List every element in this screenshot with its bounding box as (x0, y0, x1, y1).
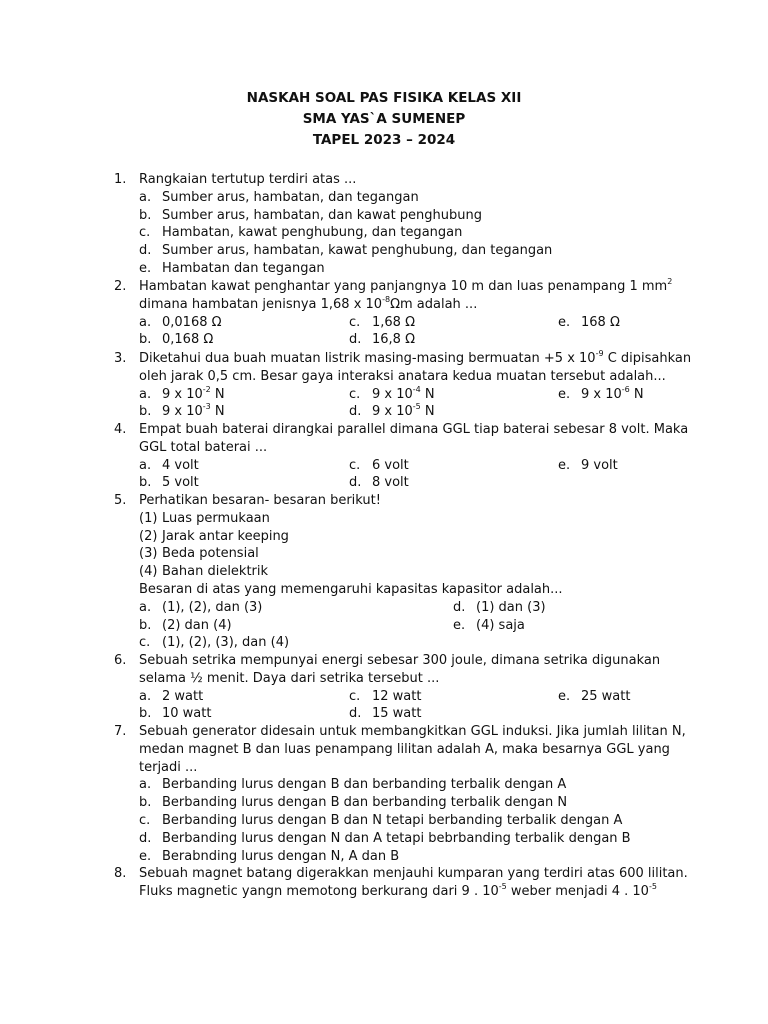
option-label: b. (139, 332, 152, 348)
option-text: (2) dan (4) (162, 617, 232, 633)
option-label: b. (139, 617, 152, 633)
option-label: b. (139, 475, 152, 491)
options-row (139, 386, 674, 404)
statement-2 (139, 528, 674, 546)
option-label: a. (139, 314, 152, 330)
text-segment: 9 x 10 (372, 386, 413, 402)
options-row (139, 457, 674, 475)
statement-label: (2) (139, 528, 158, 544)
question-text-line (139, 349, 692, 368)
statement-3 (139, 545, 674, 563)
question-number: 4. (114, 422, 127, 437)
option-d (139, 830, 674, 848)
option-text: 0,0168 Ω (162, 314, 222, 330)
option-text: Sumber arus, hambatan, dan kawat penghubung (162, 207, 483, 223)
option-label: b. (139, 207, 152, 223)
option-text: 2 watt (162, 688, 204, 704)
statement-4 (139, 563, 674, 581)
option-text: 0,168 Ω (162, 332, 214, 348)
option-text: (1), (2), dan (3) (162, 599, 263, 615)
option-label: c. (349, 386, 361, 402)
options-row (139, 403, 674, 421)
option-label: d. (139, 830, 152, 846)
statement-text: Beda potensial (162, 546, 259, 562)
text-segment: 9 x 10 (581, 386, 622, 402)
school-name: SMA YAS`A SUMENEP (302, 111, 466, 127)
text-segment: C dipisahkan (603, 351, 692, 366)
option-text: (4) saja (476, 617, 525, 633)
question-text-line: GGL total baterai ... (139, 439, 268, 455)
question-text-line: oleh jarak 0,5 cm. Besar gaya interaksi anatara kedua muatan tersebut adalah... (139, 368, 666, 384)
option-label: e. (139, 848, 152, 864)
question-text-line (139, 278, 674, 296)
statement-label: (1) (139, 510, 158, 526)
text-segment: N (210, 404, 225, 420)
option-text: 16,8 Ω (372, 332, 416, 348)
superscript: -3 (202, 402, 211, 412)
superscript: -6 (621, 384, 630, 394)
text-segment: 9 x 10 (372, 404, 413, 420)
question-number: 2. (114, 279, 127, 294)
option-text: Berabnding lurus dengan N, A dan B (162, 848, 400, 864)
option-text (581, 386, 644, 404)
question-text-line (139, 865, 688, 883)
superscript: -9 (595, 349, 604, 358)
statement-label: (3) (139, 546, 158, 562)
option-text: (1), (2), (3), dan (4) (162, 635, 290, 651)
option-text: 15 watt (372, 706, 422, 722)
option-label: d. (349, 404, 362, 420)
option-label: c. (349, 688, 361, 704)
superscript: -8 (382, 294, 391, 304)
text-segment: Sebuah setrika mempunyai energi sebesar 300 joule, dimana setrika digunakan (139, 653, 661, 668)
option-label: b. (139, 404, 152, 420)
option-text (372, 403, 435, 421)
text-segment: N (210, 386, 225, 402)
text-segment: medan magnet B dan luas penampang lilitan adalah A, maka besarnya GGL yang (139, 741, 670, 757)
option-label: e. (139, 260, 152, 276)
option-text (162, 386, 225, 404)
option-label: e. (558, 314, 571, 330)
option-label: d. (139, 243, 152, 259)
option-text: 4 volt (162, 457, 199, 473)
superscript: -5 (498, 881, 507, 891)
option-c (139, 812, 674, 830)
option-text: 6 volt (372, 457, 409, 473)
option-d (139, 242, 674, 260)
question-text-line: selama ½ menit. Daya dari setrika tersebut ... (139, 670, 440, 686)
options-row (139, 634, 674, 652)
option-e (139, 260, 674, 278)
option-b (139, 207, 674, 225)
question-text: Rangkaian tertutup terdiri atas ... (139, 172, 357, 187)
text-segment: Sebuah magnet batang digerakkan menjauhi kumparan yang terdiri atas 600 lilitan. (139, 866, 688, 881)
exam-title: NASKAH SOAL PAS FISIKA KELAS XII (246, 90, 522, 106)
text-segment: Fluks magnetic yangn memotong berkurang dari 9 . 10 (139, 883, 499, 899)
superscript: -5 (648, 881, 657, 891)
text-segment: N (420, 404, 435, 420)
option-text (162, 403, 225, 421)
question-number: 6. (114, 653, 127, 668)
statement-text: Luas permukaan (162, 510, 270, 526)
statement-label: (4) (139, 564, 158, 580)
question-text-line (139, 296, 674, 314)
question-prompt: Besaran di atas yang memengaruhi kapasitas kapasitor adalah... (139, 581, 563, 597)
options-row (139, 314, 674, 332)
option-text: (1) dan (3) (476, 599, 546, 615)
option-text: Berbanding lurus dengan N dan A tetapi bebrbanding terbalik dengan B (162, 830, 631, 846)
option-text: 12 watt (372, 688, 422, 704)
option-text: Sumber arus, hambatan, kawat penghubung, dan tegangan (162, 243, 553, 259)
option-text: Hambatan, kawat penghubung, dan tegangan (162, 225, 463, 241)
option-text: Hambatan dan tegangan (162, 260, 325, 276)
academic-year: TAPEL 2023 – 2024 (312, 132, 456, 148)
option-label: c. (139, 225, 151, 241)
superscript: -4 (412, 384, 421, 394)
option-text: Berbanding lurus dengan B dan N tetapi berbanding terbalik dengan A (162, 812, 623, 828)
question-number: 5. (114, 493, 127, 508)
option-text: 10 watt (162, 706, 212, 722)
option-label: a. (139, 189, 152, 205)
text-segment: Hambatan kawat penghantar yang panjangnya 10 m dan luas penampang 1 mm (139, 279, 668, 294)
text-segment: dimana hambatan jenisnya 1,68 x 10 (139, 296, 383, 312)
question-text-line (139, 741, 674, 759)
question-text-line (139, 883, 674, 901)
option-b (139, 794, 674, 812)
option-text: 9 volt (581, 457, 618, 473)
option-label: c. (349, 457, 361, 473)
options-row (139, 617, 674, 635)
option-label: b. (139, 706, 152, 722)
option-label: a. (139, 457, 152, 473)
option-text: 168 Ω (581, 314, 620, 330)
option-label: a. (139, 777, 152, 793)
text-segment: weber menjadi 4 . 10 (506, 883, 649, 899)
question-number: 8. (114, 866, 127, 881)
options-row (139, 705, 674, 723)
text-segment: N (629, 386, 644, 402)
option-c (139, 224, 674, 242)
question-text-line (139, 723, 686, 741)
text-segment: Diketahui dua buah muatan listrik masing-masing bermuatan +5 x 10 (139, 351, 596, 366)
question-text-line (139, 652, 674, 670)
option-label: c. (349, 314, 361, 330)
option-label: d. (349, 706, 362, 722)
option-text: 25 watt (581, 688, 631, 704)
question-number: 3. (114, 351, 127, 366)
options-row (139, 331, 674, 349)
option-text: 1,68 Ω (372, 314, 416, 330)
option-text: 8 volt (372, 475, 409, 491)
option-a (139, 776, 674, 794)
option-a (139, 189, 674, 207)
text-segment: 9 x 10 (162, 404, 203, 420)
question-text-line: terjadi ... (139, 759, 198, 775)
text-segment: 9 x 10 (162, 386, 203, 402)
question-text-line (139, 421, 689, 439)
option-label: c. (139, 812, 151, 828)
option-e (139, 848, 674, 866)
option-label: b. (139, 795, 152, 811)
text-segment: Sebuah generator didesain untuk membangkitkan GGL induksi. Jika jumlah lilitan N, (139, 724, 686, 739)
question-number: 1. (114, 172, 127, 187)
option-label: e. (453, 617, 466, 633)
options-row (139, 599, 674, 617)
text-segment: N (420, 386, 435, 402)
option-label: d. (349, 332, 362, 348)
option-text: Berbanding lurus dengan B dan berbanding terbalik dengan A (162, 777, 567, 793)
text-segment: Ωm adalah ... (390, 296, 478, 312)
option-label: d. (453, 599, 466, 615)
options-row (139, 688, 674, 706)
option-label: e. (558, 457, 571, 473)
option-label: e. (558, 688, 571, 704)
superscript: 2 (667, 277, 673, 286)
text-segment: Empat buah baterai dirangkai parallel dimana GGL tiap baterai sebesar 8 volt. Maka (139, 422, 689, 437)
statement-text: Jarak antar keeping (162, 528, 289, 544)
question-number: 7. (114, 724, 127, 739)
question-text: Perhatikan besaran- besaran berikut! (139, 493, 381, 508)
option-text (372, 386, 435, 404)
option-text: 5 volt (162, 475, 199, 491)
option-label: a. (139, 386, 152, 402)
option-label: c. (139, 635, 151, 651)
option-text: Sumber arus, hambatan, dan tegangan (162, 189, 419, 205)
option-label: a. (139, 688, 152, 704)
statement-text: Bahan dielektrik (162, 564, 269, 580)
option-label: e. (558, 386, 571, 402)
option-label: d. (349, 475, 362, 491)
superscript: -5 (412, 402, 421, 412)
option-text: Berbanding lurus dengan B dan berbanding terbalik dengan N (162, 795, 568, 811)
statement-1 (139, 510, 674, 528)
options-row (139, 474, 674, 492)
superscript: -2 (202, 384, 211, 394)
option-label: a. (139, 599, 152, 615)
